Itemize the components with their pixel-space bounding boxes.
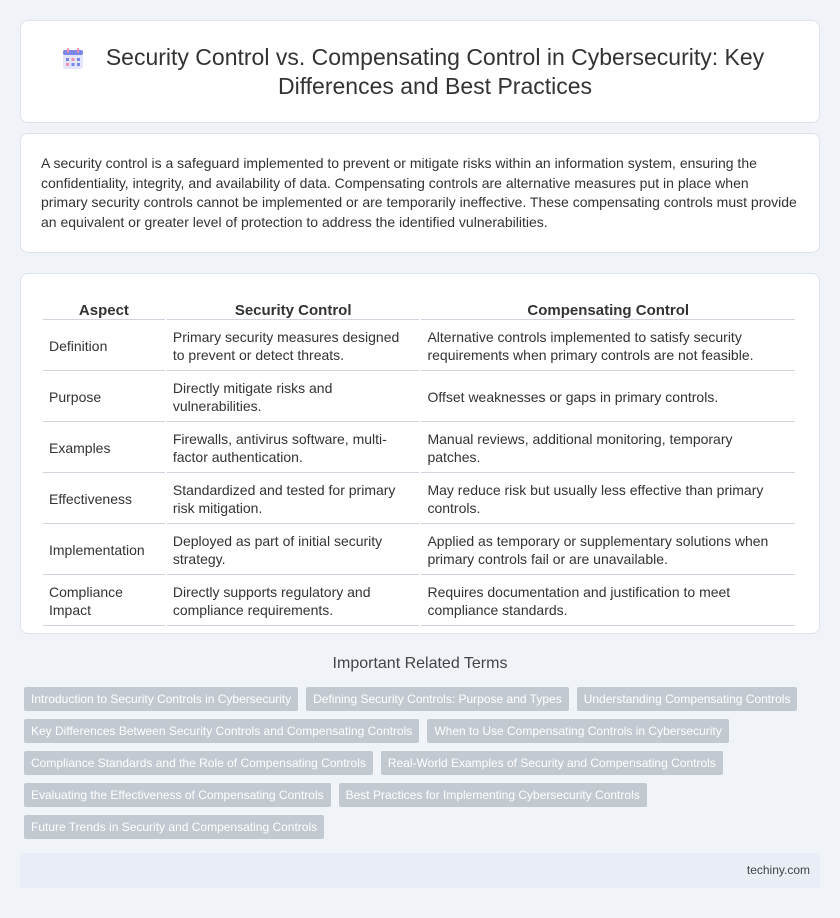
row-compensating-control: Alternative controls implemented to satisfy security requirements when primary controls are not feasible.	[421, 322, 795, 371]
title-card	[20, 20, 820, 123]
row-compensating-control: Applied as temporary or supplementary solutions when primary controls fail or are unavailable.	[421, 526, 795, 575]
row-aspect: Examples	[43, 424, 165, 473]
tag-row	[24, 783, 824, 807]
related-term-tag[interactable]: Understanding Compensating Controls	[577, 687, 798, 711]
tag-row	[24, 719, 824, 743]
comparison-card	[20, 273, 820, 634]
row-aspect: Compliance Impact	[43, 577, 165, 626]
table-row	[43, 475, 795, 524]
related-term-tag[interactable]: Future Trends in Security and Compensating Controls	[24, 815, 324, 839]
header-aspect: Aspect	[43, 294, 165, 320]
row-security-control: Directly mitigate risks and vulnerabilities.	[167, 373, 420, 422]
row-aspect: Effectiveness	[43, 475, 165, 524]
row-compensating-control: Manual reviews, additional monitoring, temporary patches.	[421, 424, 795, 473]
table-header-row	[43, 294, 795, 320]
row-security-control: Deployed as part of initial security strategy.	[167, 526, 420, 575]
row-compensating-control: Offset weaknesses or gaps in primary controls.	[421, 373, 795, 422]
footer-site-link[interactable]: techiny.com	[746, 863, 810, 877]
footer	[20, 853, 820, 888]
related-term-tag[interactable]: Real-World Examples of Security and Compensating Controls	[381, 751, 723, 775]
tag-row	[24, 751, 824, 775]
row-aspect: Implementation	[43, 526, 165, 575]
related-term-tag[interactable]: Introduction to Security Controls in Cybersecurity	[24, 687, 298, 711]
header-security-control: Security Control	[167, 294, 420, 320]
related-term-tag[interactable]: Compliance Standards and the Role of Compensating Controls	[24, 751, 373, 775]
row-security-control: Directly supports regulatory and compliance requirements.	[167, 577, 420, 626]
intro-card	[20, 133, 820, 253]
table-row	[43, 526, 795, 575]
related-term-tag[interactable]: Defining Security Controls: Purpose and Types	[306, 687, 569, 711]
related-terms-tags	[24, 687, 824, 847]
table-row	[43, 373, 795, 422]
row-compensating-control: May reduce risk but usually less effective than primary controls.	[421, 475, 795, 524]
related-terms-title: Important Related Terms	[332, 655, 508, 672]
related-term-tag[interactable]: Best Practices for Implementing Cybersecurity Controls	[339, 783, 647, 807]
table-row	[43, 424, 795, 473]
row-compensating-control: Requires documentation and justification to meet compliance standards.	[421, 577, 795, 626]
table-row	[43, 577, 795, 626]
header-compensating-control: Compensating Control	[421, 294, 795, 320]
tag-row	[24, 815, 824, 839]
comparison-table	[41, 292, 797, 628]
table-row	[43, 322, 795, 371]
tag-row	[24, 687, 824, 711]
row-security-control: Primary security measures designed to prevent or detect threats.	[167, 322, 420, 371]
page-title: Security Control vs. Compensating Control in Cybersecurity: Key Differences and Best Practices	[105, 43, 765, 99]
row-security-control: Standardized and tested for primary risk mitigation.	[167, 475, 420, 524]
related-term-tag[interactable]: Key Differences Between Security Controls and Compensating Controls	[24, 719, 419, 743]
related-term-tag[interactable]: When to Use Compensating Controls in Cybersecurity	[427, 719, 728, 743]
row-aspect: Definition	[43, 322, 165, 371]
intro-paragraph: A security control is a safeguard implemented to prevent or mitigate risks within an information system, ensuring the confidentiality, integrity, and availability of data. Compensating controls are alternative measures put in place when primary security controls cannot be implemented or are temporarily ineffective. These compensating controls must provide an equivalent or greater level of protection to address the identified vulnerabilities.	[41, 155, 797, 230]
related-term-tag[interactable]: Evaluating the Effectiveness of Compensating Controls	[24, 783, 331, 807]
row-aspect: Purpose	[43, 373, 165, 422]
row-security-control: Firewalls, antivirus software, multi-factor authentication.	[167, 424, 420, 473]
